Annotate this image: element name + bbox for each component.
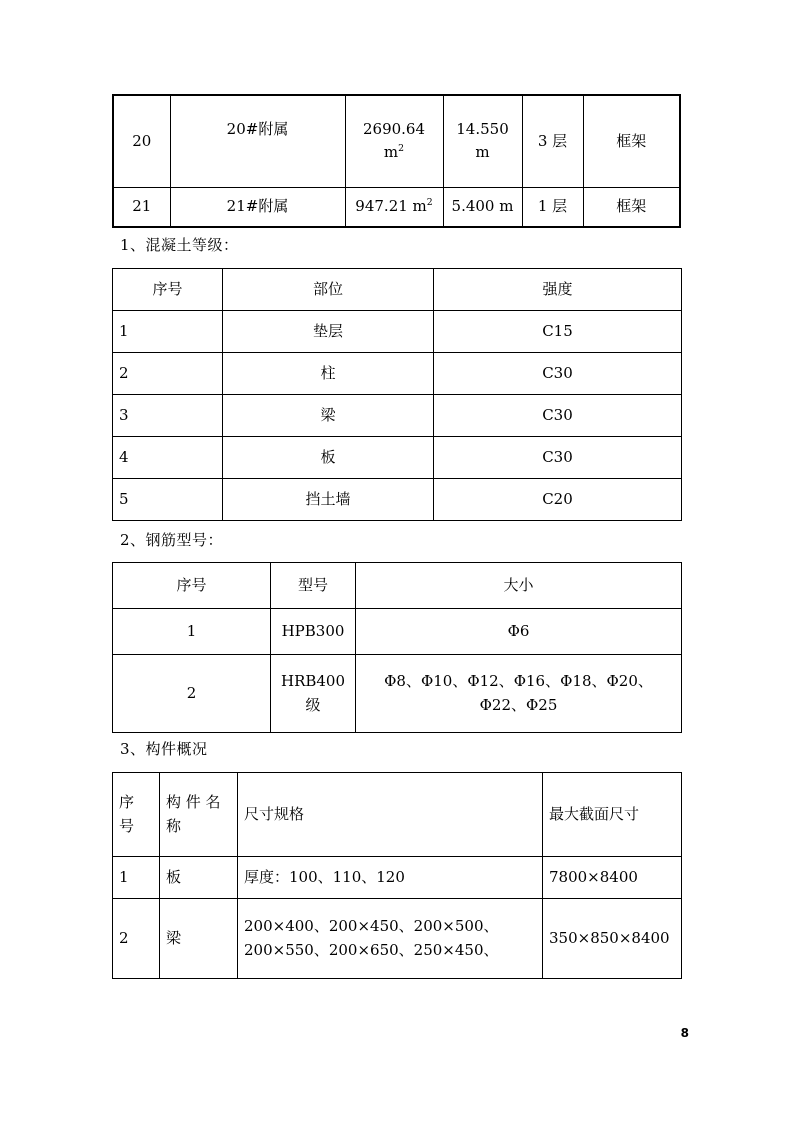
concrete-strength-cell: C15 [434,311,682,353]
column-header-no: 序号 [113,269,223,311]
table-header-row [113,773,682,857]
column-header-name-line2: 称 [166,816,182,835]
building-height-unit: m [475,143,490,162]
concrete-strength-cell: C30 [434,395,682,437]
column-header-spec: 尺寸规格 [238,773,543,857]
member-overview-table [112,772,682,979]
concrete-table-wrapper [112,268,682,521]
table-header-row [113,563,682,609]
table-row [113,437,682,479]
column-header-name-line1: 构 件 名 [166,793,221,812]
building-height-value: 14.550 [456,120,509,138]
member-spec-line1: 200×400、200×450、200×500、 [244,917,499,936]
building-structure-cell: 框架 [583,187,680,227]
table-row [113,353,682,395]
concrete-part-cell: 板 [223,437,434,479]
table-row [113,311,682,353]
member-spec-line2: 200×550、200×650、250×450、 [244,940,499,959]
concrete-no-cell: 1 [113,311,223,353]
member-max-section-cell: 350×850×8400 [543,899,682,979]
building-name-cell: 21#附属 [170,187,345,227]
member-no-cell: 1 [113,857,160,899]
column-header-type: 型号 [271,563,356,609]
concrete-strength-cell: C30 [434,437,682,479]
building-name-text: 20#附属 [226,120,289,138]
building-structure-cell: 框架 [583,95,680,187]
table-header-row [113,269,682,311]
concrete-part-cell: 柱 [223,353,434,395]
table-row [113,187,680,227]
table-row [113,479,682,521]
building-continuation-table [112,94,681,228]
column-header-strength: 强度 [434,269,682,311]
member-spec-cell: 厚度：100、110、120 [238,857,543,899]
section-heading-member: 3、构件概况 [120,740,208,758]
concrete-no-cell: 2 [113,353,223,395]
concrete-part-cell: 挡土墙 [223,479,434,521]
building-no-cell: 20 [113,95,170,187]
rebar-size-cell [356,655,682,733]
table-row [113,95,680,187]
building-floors-cell: 1 层 [522,187,583,227]
concrete-part-cell: 垫层 [223,311,434,353]
rebar-size-line1: Φ8、Φ10、Φ12、Φ16、Φ18、Φ20、 [384,672,653,691]
rebar-table-wrapper [112,562,682,733]
member-max-section-cell: 7800×8400 [543,857,682,899]
column-header-name [160,773,238,857]
column-header-no-line2: 号 [119,816,135,835]
building-no-cell: 21 [113,187,170,227]
building-area-value: 2690.64 [362,120,426,138]
concrete-grade-table [112,268,682,521]
building-table-wrapper [112,94,681,228]
page-number: 8 [680,1026,689,1040]
building-area-cell: 947.21 $m^2$ [345,187,443,227]
rebar-no-cell: 1 [113,609,271,655]
building-height-cell [443,95,522,187]
concrete-no-cell: 3 [113,395,223,437]
concrete-no-cell: 4 [113,437,223,479]
rebar-no-cell: 2 [113,655,271,733]
table-row [113,857,682,899]
building-area-unit: $m^2$ [383,143,405,162]
table-row [113,609,682,655]
member-name-cell: 梁 [160,899,238,979]
rebar-size-cell: Φ6 [356,609,682,655]
building-area-cell [345,95,443,187]
rebar-grade-cell [271,655,356,733]
section-heading-rebar: 2、钢筋型号： [120,531,224,549]
concrete-part-cell: 梁 [223,395,434,437]
rebar-grade-line1: HRB400 [280,672,346,691]
column-header-max-section: 最大截面尺寸 [543,773,682,857]
rebar-type-table [112,562,682,733]
member-name-cell: 板 [160,857,238,899]
rebar-grade-line2: 级 [305,695,321,714]
column-header-no [113,773,160,857]
concrete-strength-cell: C30 [434,353,682,395]
rebar-grade-cell: HPB300 [271,609,356,655]
building-floors-cell: 3 层 [522,95,583,187]
building-name-cell [170,95,345,187]
column-header-size: 大小 [356,563,682,609]
member-no-cell: 2 [113,899,160,979]
concrete-strength-cell: C20 [434,479,682,521]
rebar-size-line2: Φ22、Φ25 [479,695,558,714]
table-row [113,899,682,979]
member-table-wrapper [112,772,682,979]
section-heading-concrete: 1、混凝土等级： [120,236,239,254]
building-height-cell: 5.400 m [443,187,522,227]
column-header-part: 部位 [223,269,434,311]
table-row [113,395,682,437]
concrete-no-cell: 5 [113,479,223,521]
member-spec-cell [238,899,543,979]
column-header-no-line1: 序 [119,793,135,812]
table-row [113,655,682,733]
column-header-no: 序号 [113,563,271,609]
